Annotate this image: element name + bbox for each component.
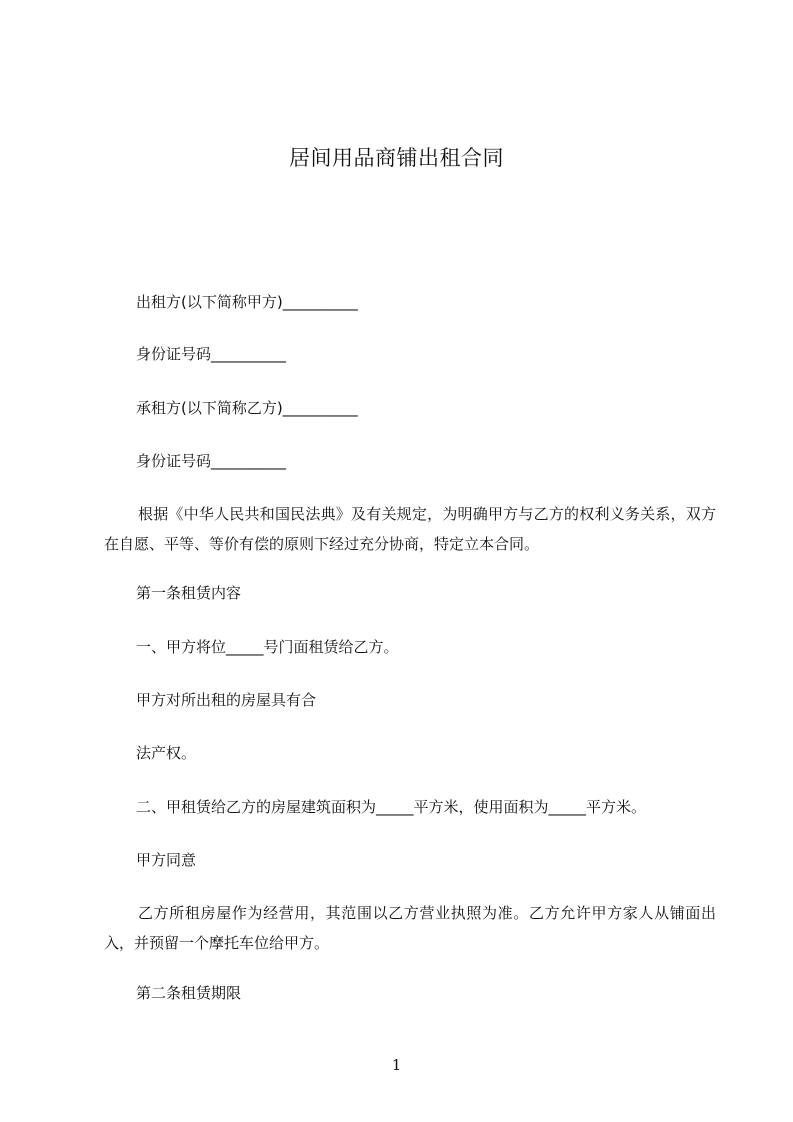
consent-heading: 甲方同意 — [136, 851, 197, 869]
clause-1-note-b: 法产权。 — [136, 744, 197, 762]
article-1-heading: 第一条租赁内容 — [136, 584, 242, 602]
page-number: 1 — [391, 1056, 402, 1074]
lessee-id-line: 身份证号码__________ — [136, 452, 287, 470]
usage-paragraph: 乙方所租房屋作为经营用，其范围以乙方营业执照为准。乙方允许甲方家人从铺面出入，并预留一个摩托车位给甲方。 — [104, 904, 716, 952]
clause-1-note-a: 甲方对所出租的房屋具有合 — [136, 691, 317, 709]
clause-1: 一、甲方将位_____号门面租赁给乙方。 — [136, 638, 399, 656]
preamble-paragraph: 根据《中华人民共和国民法典》及有关规定，为明确甲方与乙方的权利义务关系，双方在自愿、平等、等价有偿的原则下经过充分协商，特定立本合同。 — [104, 505, 716, 553]
article-2-heading: 第二条租赁期限 — [136, 984, 242, 1002]
lessor-line: 出租方(以下简称甲方)__________ — [136, 293, 358, 311]
lessor-id-line: 身份证号码__________ — [136, 345, 287, 363]
clause-2: 二、甲租赁给乙方的房屋建筑面积为_____平方米，使用面积为_____平方米。 — [136, 798, 647, 816]
lessee-line: 承租方(以下简称乙方)__________ — [136, 399, 358, 417]
document-title: 居间用品商铺出租合同 — [289, 146, 504, 170]
